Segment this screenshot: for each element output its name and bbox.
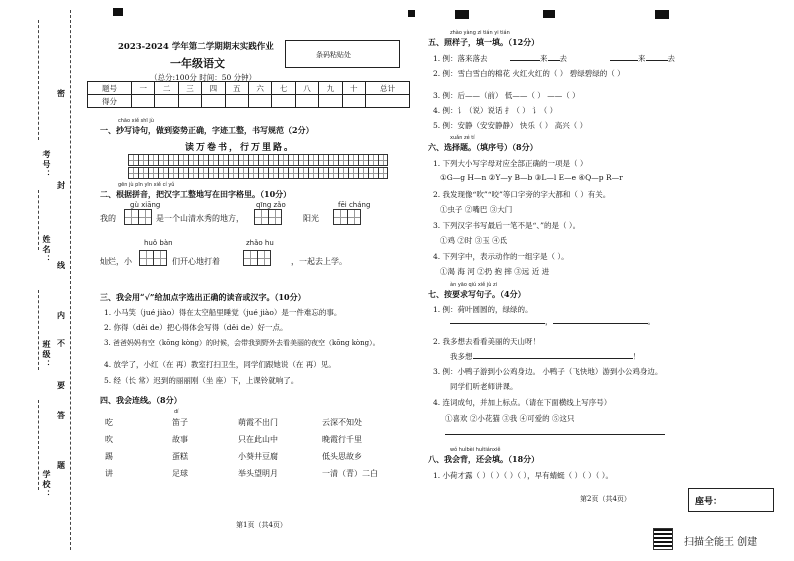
s8-title: 八、我会背，还会填。（18分） <box>428 454 540 464</box>
score-table <box>87 81 410 108</box>
s5-title: 五、照样子，填一填。（12分） <box>428 37 540 47</box>
s7-q4: 4. 连词成句，并加上标点。（请在下面横线上写序号） <box>433 398 612 407</box>
seal-char: 内 <box>57 310 65 320</box>
copy-grid[interactable] <box>128 167 388 179</box>
score-cell[interactable] <box>202 95 225 108</box>
s2-title: 二、根据拼音，把汉字工整地写在田字格里。（10分） <box>100 189 292 199</box>
s5-q3: 3. 例：后——（前） 低——（ ） ——（ ） <box>433 91 580 100</box>
exam-info: （总分:100分 时间：50 分钟） <box>150 73 257 82</box>
copy-grid[interactable] <box>128 154 388 166</box>
match-item[interactable]: 只在此山中 <box>238 435 278 444</box>
s7-pinyin: àn yāo qiú xiě jù zi <box>450 282 497 288</box>
s2-text: 灿烂，小 <box>100 257 132 266</box>
s1-title: 一、抄写诗句，做到姿势正确，字迹工整，书写规范（2分） <box>100 125 314 135</box>
corner-mark <box>113 8 123 16</box>
page-footer-1: 第1页（共4页） <box>236 521 287 529</box>
school-year: 2023-2024 学年第二学期期末实践作业 <box>118 42 274 52</box>
barcode-label: 条码粘贴处 <box>316 51 351 59</box>
s6-q2: 2. 我发现像“吹”“咬”等口字旁的字大都和（ ）有关。 <box>433 190 611 199</box>
score-cell[interactable] <box>295 95 318 108</box>
score-col: 六 <box>248 82 271 95</box>
seat-label: 座号： <box>695 497 723 507</box>
s6-q3-options: ①鸡 ②时 ③玉 ④氐 <box>440 236 508 245</box>
s7-q2: 2. 我多想去看看美丽的天山呀！ <box>433 337 541 346</box>
binding-dashed-line <box>70 10 71 550</box>
s7-answer-line[interactable]: ， 。 <box>450 316 655 327</box>
s6-q2-options: ①虫子 ②嘴巴 ③大门 <box>440 205 513 214</box>
answer-grid[interactable] <box>139 250 167 266</box>
s5-qu: 去 <box>559 54 567 63</box>
s2-text: 我的 <box>100 214 116 223</box>
answer-grid[interactable] <box>124 209 152 225</box>
match-item[interactable]: 举头望明月 <box>238 469 278 478</box>
s2-text: 们开心地打着 <box>172 257 220 266</box>
score-col: 九 <box>319 82 342 95</box>
score-col: 一 <box>132 82 155 95</box>
match-item[interactable]: 吹 <box>105 435 113 444</box>
score-cell[interactable] <box>225 95 248 108</box>
s7-q3-sentence: 同学们听老师讲课。 <box>450 382 518 391</box>
s6-title: 六、选择题。（填序号）（8分） <box>428 142 538 152</box>
s8-pinyin: wǒ huìbèi huìtiánxiě <box>450 447 501 453</box>
score-col: 十 <box>342 82 365 95</box>
class-line <box>38 290 39 370</box>
seal-char: 答 <box>57 410 65 420</box>
s7-q2-answer[interactable] <box>450 351 640 362</box>
s5-q2: 2. 例：雪白雪白的棉花 火红火红的（ ） 碧绿碧绿的（ ） <box>433 69 625 78</box>
s7-q2-suffix: ！ <box>632 352 640 361</box>
score-cell[interactable] <box>248 95 271 108</box>
s5-lai: 来 <box>540 54 548 63</box>
score-table-header: 题号 <box>88 82 132 95</box>
exam-number-label: 考号： <box>42 150 52 180</box>
match-item[interactable]: 足球 <box>172 469 188 478</box>
pinyin-zhaohu: zhǎo hu <box>246 239 274 247</box>
match-item[interactable]: 蛋糕 <box>172 452 188 461</box>
name-label: 姓名： <box>42 235 52 265</box>
school-line <box>38 400 39 490</box>
match-item[interactable]: 讲 <box>105 469 113 478</box>
s7-q4-answer-line[interactable] <box>445 428 665 437</box>
s6-pinyin: xuǎn zé tí <box>450 135 475 141</box>
seat-number-box[interactable] <box>688 488 774 512</box>
score-col: 八 <box>295 82 318 95</box>
s2-text: 是一个山清水秀的地方， <box>156 214 244 223</box>
s2-text: 阳光 <box>303 214 319 223</box>
s5-q4: 4. 例：讠（说）说话 扌（ ） 讠（ ） <box>433 106 558 115</box>
match-item[interactable]: 萌霞不出门 <box>238 418 278 427</box>
scanner-qr-logo <box>653 528 673 550</box>
s7-q1: 1. 例：荷叶圆圆的，绿绿的。 <box>433 305 533 314</box>
seal-char: 密 <box>57 88 65 98</box>
score-col: 五 <box>225 82 248 95</box>
corner-mark <box>655 10 669 19</box>
match-item[interactable]: 小葵井豆腐 <box>238 452 278 461</box>
seal-char: 线 <box>57 260 65 270</box>
s4-title: 四、我会连线。（8分） <box>100 395 182 405</box>
match-item[interactable]: 踢 <box>105 452 113 461</box>
s5-q5: 5. 例：安静（安安静静） 快乐（ ） 高兴（ ） <box>433 121 588 130</box>
seal-char: 题 <box>57 460 65 470</box>
s5-qu: 去 <box>667 54 675 63</box>
match-item[interactable]: 故事 <box>172 435 188 444</box>
s5-blank-pair <box>510 53 567 64</box>
score-col: 三 <box>178 82 201 95</box>
s3-q2: 2. 你得（děi de）把心得体会写得（děi de）好一点。 <box>104 323 288 332</box>
name-line <box>38 190 39 250</box>
answer-grid[interactable] <box>243 250 271 266</box>
answer-grid[interactable] <box>333 209 361 225</box>
match-item[interactable]: 一清（青）二白 <box>322 469 378 478</box>
s7-q4-options: ①喜欢 ②小花猫 ③我 ④可爱的 ⑤这只 <box>445 414 575 423</box>
s5-pinyin: zhào yàng zi tián yi tián <box>450 30 510 36</box>
s7-q3: 3. 例：小鸭子游到小公鸡身边。 小鸭子（飞快地）游到小公鸡身边。 <box>433 367 663 376</box>
scanner-watermark: 扫描全能王 创建 <box>684 537 758 548</box>
s1-pinyin: chāo xiě shī jù <box>118 118 154 124</box>
pinyin-guxiang: gù xiāng <box>130 201 161 209</box>
score-cell[interactable] <box>155 95 178 108</box>
score-cell[interactable] <box>272 95 295 108</box>
match-item[interactable]: 云深不知处 <box>322 418 362 427</box>
s5-q1: 1. 例：落来落去 <box>433 54 488 63</box>
s2-pinyin: gēn jù pīn yīn xiě cí yǔ <box>118 182 175 188</box>
class-label: 班级： <box>42 340 52 370</box>
score-col: 七 <box>272 82 295 95</box>
s3-q5: 5. 经（长 常）迟到的丽丽刚（坐 座）下，上课铃就响了。 <box>104 376 299 385</box>
s2-text: ，一起去上学。 <box>291 257 347 266</box>
match-item[interactable]: 吃 <box>105 418 113 427</box>
seal-char: 不 <box>57 338 65 348</box>
s6-q4: 4. 下列字中，表示动作的一组字是（ ）。 <box>433 252 569 261</box>
s3-title: 三、我会用“√”给加点字选出正确的读音或汉字。（10分） <box>100 292 306 302</box>
score-cell[interactable] <box>132 95 155 108</box>
score-cell[interactable] <box>178 95 201 108</box>
pinyin-qingzao: qīng zǎo <box>256 201 286 209</box>
s5-lai: 来 <box>638 54 646 63</box>
answer-grid[interactable] <box>254 209 282 225</box>
score-col: 二 <box>155 82 178 95</box>
school-label: 学校： <box>42 470 52 500</box>
corner-mark <box>543 10 555 18</box>
exam-number-line <box>38 20 39 140</box>
score-cell[interactable] <box>342 95 365 108</box>
s6-q1-options: ①G—g H—n ②Y—y B—b ③L—l E—e ④Q—p R—r <box>440 173 623 182</box>
s5-blank-pair <box>610 53 675 64</box>
total-col: 总计 <box>365 82 409 95</box>
match-item[interactable]: 低头思故乡 <box>322 452 362 461</box>
s3-q3: 3. 爸爸妈妈有空（kōng kòng）的时候，会带我到野外去看美丽的夜空（kōng kòng）。 <box>104 339 380 347</box>
barcode-box <box>285 40 400 68</box>
s3-q1: 1. 小马笑（jué jiào）得在太空船里睡觉（jué jiào）是一件难忘的事。 <box>104 308 342 317</box>
pinyin-feichang: fēi cháng <box>338 201 371 209</box>
corner-mark <box>408 10 415 17</box>
page-title: 一年级语文 <box>170 57 225 70</box>
s6-q3: 3. 下列汉字书写最后一笔不是“、”的是（ ）。 <box>433 221 581 230</box>
pinyin-huoban: huǒ bàn <box>144 239 173 247</box>
page-footer-2: 第2页（共4页） <box>580 495 631 503</box>
score-row-label: 得分 <box>88 95 132 108</box>
s6-q4-options: ①渴 海 河 ②扔 抱 摔 ③远 近 进 <box>440 267 550 276</box>
s7-title: 七、按要求写句子。（4分） <box>428 289 526 299</box>
s8-q1: 1. 小荷才露（ ）（ ）（ ）（ ），早有蜻蜓（ ）（ ）（ ）。 <box>433 471 613 480</box>
seal-char: 要 <box>57 380 65 390</box>
s3-q4: 4. 放学了，小红（在 再）教室打扫卫生，同学们跟她说（在 再）见。 <box>104 360 336 369</box>
pinyin-di: dí <box>174 409 179 415</box>
match-item[interactable]: 笛子 <box>172 418 188 427</box>
s6-q1: 1. 下列大小写字母对应全部正确的一项是（ ） <box>433 159 588 168</box>
poem-line: 读万卷书，行万里路。 <box>185 143 296 153</box>
match-item[interactable]: 晚霞行千里 <box>322 435 362 444</box>
score-cell[interactable] <box>365 95 409 108</box>
corner-mark <box>455 10 469 19</box>
score-col: 四 <box>202 82 225 95</box>
s7-q2-prefix: 我多想 <box>450 352 473 361</box>
score-cell[interactable] <box>319 95 342 108</box>
seal-char: 封 <box>57 180 65 190</box>
